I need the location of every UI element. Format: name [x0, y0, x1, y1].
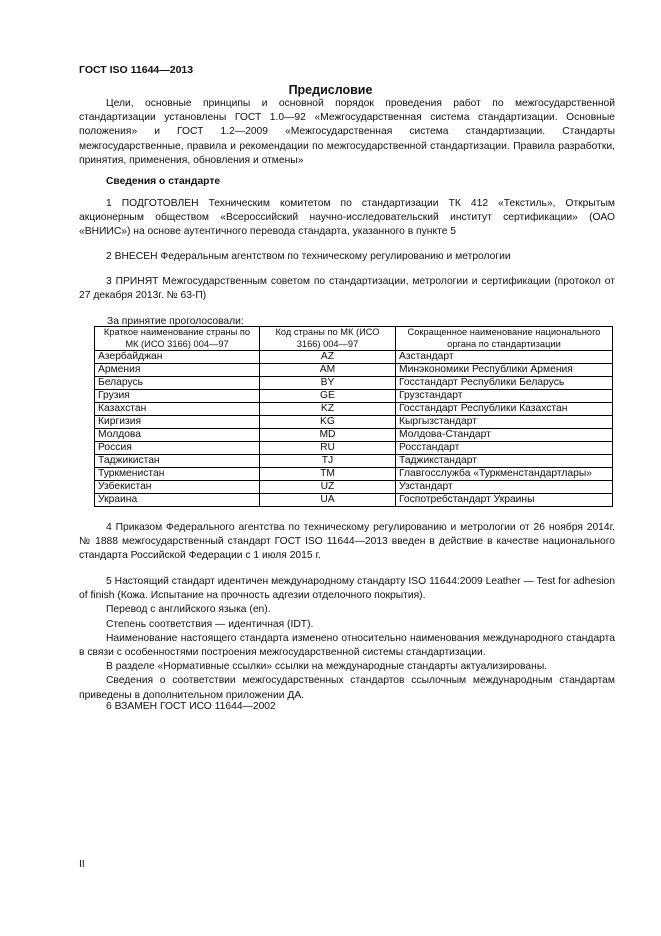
cell-organ: Молдова-Стандарт: [396, 429, 613, 442]
cell-code: UA: [260, 494, 396, 507]
item-2-paragraph: 2 ВНЕСЕН Федеральным агентством по техническому регулированию и метрологии: [106, 251, 511, 262]
cell-organ: Госстандарт Республики Беларусь: [396, 377, 613, 390]
cell-organ: Госпотребстандарт Украины: [396, 494, 613, 507]
item-5-references: В разделе «Нормативные ссылки» ссылки на международные стандарты актуализированы.: [106, 661, 548, 673]
table-row: [95, 416, 613, 429]
table-row: [95, 442, 613, 455]
cell-code: BY: [260, 377, 396, 390]
cell-organ: Минэкономики Республики Армения: [396, 364, 613, 377]
item-3-paragraph: 3 ПРИНЯТ Межгосударственным советом по стандартизации, метрологии и сертификации (протокол от 27 декабря 2013г. № 63-П): [79, 276, 615, 302]
document-header: ГОСТ ISO 11644—2013: [79, 64, 194, 76]
cell-organ: Главгосслужба «Туркменстандартлары»: [396, 468, 613, 481]
table-row: [95, 481, 613, 494]
cell-code: UZ: [260, 481, 396, 494]
section-subtitle: Сведения о стандарте: [106, 176, 221, 187]
table-header-row: [95, 327, 613, 351]
column-header-code: Код страны по МК (ИСО 3166) 004—97: [260, 327, 396, 351]
intro-paragraph: Цели, основные принципы и основной порядок проведения работ по межгосударственной стандартизации установлены ГОСТ 1.0—92 «Межгосударственная система стандартизации. Основные положения» и ГОСТ 1.2—2009 «Межгосударственная система стандартизации. Стандарты межгосударственные, правила и рекомендации по межгосударственной стандартизации. Правила разработки, принятия, применения, обновления и отмены»: [79, 98, 615, 166]
cell-organ: Таджикстандарт: [396, 455, 613, 468]
column-header-organ: Сокращенное наименование национального органа по стандартизации: [396, 327, 613, 351]
cell-code: AZ: [260, 351, 396, 364]
cell-country: Россия: [95, 442, 260, 455]
cell-code: AM: [260, 364, 396, 377]
cell-country: Армения: [95, 364, 260, 377]
cell-country: Таджикистан: [95, 455, 260, 468]
cell-organ: Узстандарт: [396, 481, 613, 494]
table-row: [95, 403, 613, 416]
cell-organ: Росстандарт: [396, 442, 613, 455]
item-5-block: [79, 575, 615, 703]
item-2-block: [79, 250, 615, 264]
cell-country: Киргизия: [95, 416, 260, 429]
cell-code: KZ: [260, 403, 396, 416]
cell-code: KG: [260, 416, 396, 429]
table-caption: За принятие проголосовали:: [107, 316, 244, 327]
item-3-block: [79, 275, 615, 303]
item-5-translation: Перевод с английского языка (en).: [106, 604, 271, 616]
table-row: [95, 429, 613, 442]
table-row: [95, 390, 613, 403]
cell-country: Туркменистан: [95, 468, 260, 481]
cell-organ: Госстандарт Республики Казахстан: [396, 403, 613, 416]
item-4-block: [79, 521, 615, 564]
cell-code: TM: [260, 468, 396, 481]
page-title: Предисловие: [288, 83, 373, 97]
cell-country: Узбекистан: [95, 481, 260, 494]
cell-country: Украина: [95, 494, 260, 507]
item-1-paragraph: 1 ПОДГОТОВЛЕН Техническим комитетом по стандартизации ТК 412 «Текстиль», Открытым акционерным обществом «Всероссийский научно-исследовательский институт сертификации» (ОАО «ВНИИС») на основе аутентичного перевода стандарта, указанного в пункте 5: [79, 198, 615, 238]
cell-organ: Кыргызстандарт: [396, 416, 613, 429]
cell-code: TJ: [260, 455, 396, 468]
item-6-paragraph: 6 ВЗАМЕН ГОСТ ИСО 11644—2002: [106, 701, 276, 712]
cell-code: GE: [260, 390, 396, 403]
page-number: II: [79, 859, 85, 870]
cell-code: RU: [260, 442, 396, 455]
column-header-country: Краткое наименование страны по МК (ИСО 3166) 004—97: [95, 327, 260, 351]
cell-country: Азербайджан: [95, 351, 260, 364]
cell-organ: Азстандарт: [396, 351, 613, 364]
cell-country: Грузия: [95, 390, 260, 403]
cell-country: Молдова: [95, 429, 260, 442]
cell-country: Казахстан: [95, 403, 260, 416]
voting-table: [94, 326, 613, 507]
item-1-block: [79, 197, 615, 240]
cell-organ: Грузстандарт: [396, 390, 613, 403]
item-6-block: [79, 700, 615, 714]
item-5-name-change: Наименование настоящего стандарта изменено относительно наименования международного стандарта в связи с особенностями построения межгосударственной системы стандартизации.: [79, 632, 615, 659]
table-row: [95, 494, 613, 507]
item-5-degree: Степень соответствия — идентичная (IDT).: [106, 618, 314, 630]
table-row: [95, 468, 613, 481]
table-body: [95, 351, 613, 507]
item-5-conformity: Сведения о соответствии межгосударственных стандартов ссылочным международным стандартам приведены в дополнительном приложении ДА.: [79, 675, 615, 701]
table-row: [95, 364, 613, 377]
table-row: [95, 377, 613, 390]
table-row: [95, 455, 613, 468]
item-4-paragraph: 4 Приказом Федерального агентства по техническому регулированию и метрологии от 26 ноября 2014г. № 1888 межгосударственный стандарт ГОСТ ISO 11644—2013 введен в действие в качестве национального стандарта Российской Федерации с 1 июля 2015 г.: [79, 522, 615, 562]
intro-block: [79, 97, 615, 168]
cell-country: Беларусь: [95, 377, 260, 390]
table-row: [95, 351, 613, 364]
item-5-paragraph: 5 Настоящий стандарт идентичен международному стандарту ISO 11644:2009 Leather — Test for adhesion of finish (Кожа. Испытание на прочность адгезии отделочного покрытия).: [79, 576, 615, 602]
cell-code: MD: [260, 429, 396, 442]
